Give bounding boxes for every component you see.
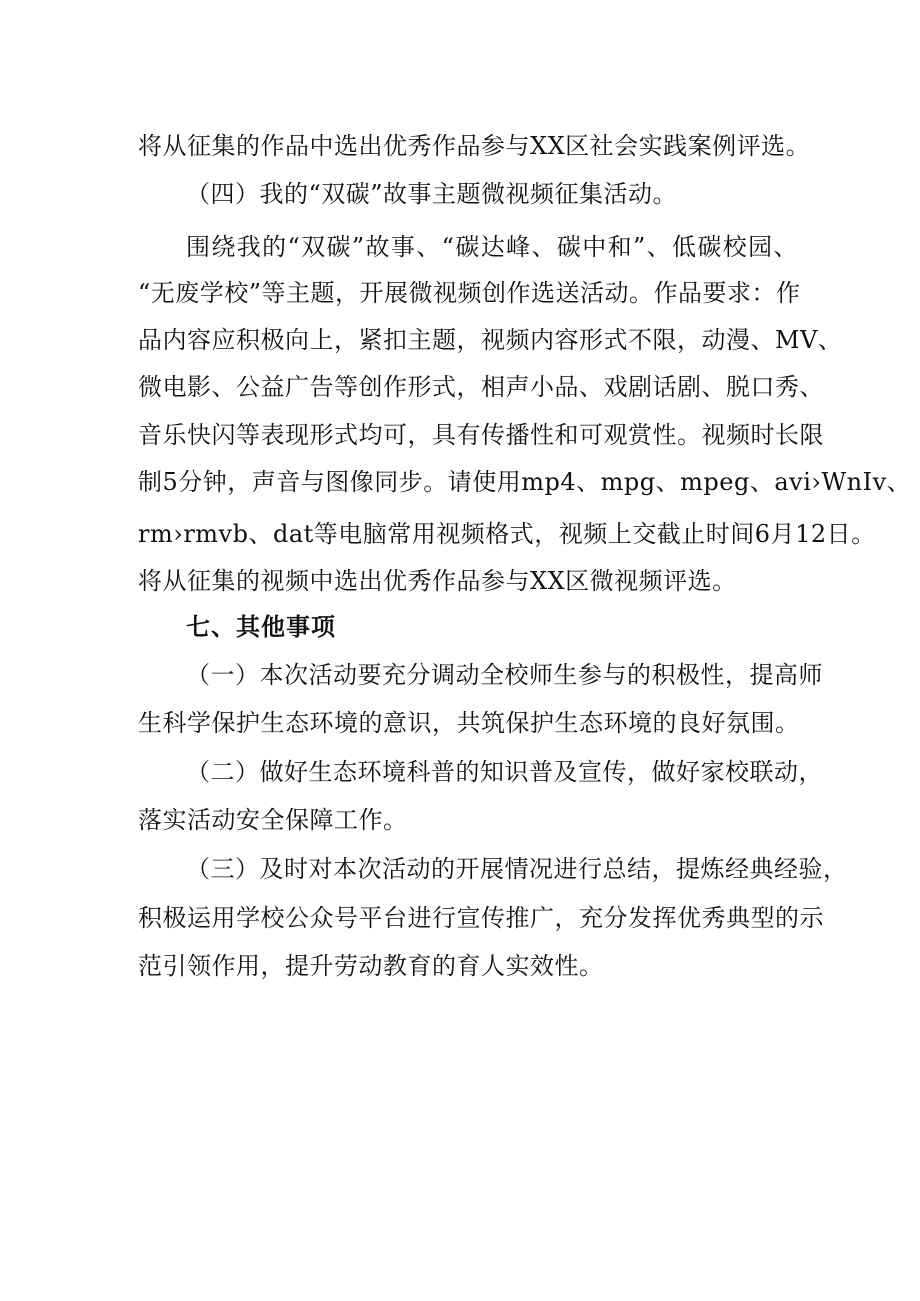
paragraph-line: （二）做好生态环境科普的知识普及宣传，做好家校联动， [186, 758, 823, 786]
paragraph-line: “无废学校”等主题，开展微视频创作选送活动。作品要求：作 [138, 279, 801, 307]
paragraph-line: 制5分钟，声音与图像同步。请使用mp4、mpg、mpeg、avi›WnIv、 [138, 468, 912, 496]
paragraph-line: 落实活动安全保障工作。 [138, 806, 408, 834]
paragraph-line: 生科学保护生态环境的意识，共筑保护生态环境的良好氛围。 [138, 709, 800, 737]
paragraph-line: 范引领作用，提升劳动教育的育人实效性。 [138, 952, 604, 980]
paragraph-line: rm›rmvb、dat等电脑常用视频格式，视频上交截止时间6月12日。 [138, 520, 876, 548]
paragraph-line: 将从征集的视频中选出优秀作品参与XX区微视频评选。 [138, 567, 737, 595]
paragraph-line: 积极运用学校公众号平台进行宣传推广，充分发挥优秀典型的示 [138, 904, 824, 932]
paragraph-line: 将从征集的作品中选出优秀作品参与XX区社会实践案例评选。 [138, 132, 811, 160]
paragraph-line: 品内容应积极向上，紧扣主题，视频内容形式不限，动漫、MV、 [138, 326, 843, 354]
paragraph-line: 围绕我的“双碳”故事、“碳达峰、碳中和”、低碳校园、 [186, 233, 798, 261]
section-heading: 七、其他事项 [186, 613, 336, 641]
subsection-title: （四）我的“双碳”故事主题微视频征集活动。 [186, 180, 678, 208]
paragraph-line: 音乐快闪等表现形式均可，具有传播性和可观赏性。视频时长限 [138, 421, 824, 449]
paragraph-line: （一）本次活动要充分调动全校师生参与的积极性，提高师 [186, 661, 823, 689]
paragraph-line: （三）及时对本次活动的开展情况进行总结，提炼经典经验， [186, 855, 848, 883]
paragraph-line: 微电影、公益广告等创作形式，相声小品、戏剧话剧、脱口秀、 [138, 373, 824, 401]
